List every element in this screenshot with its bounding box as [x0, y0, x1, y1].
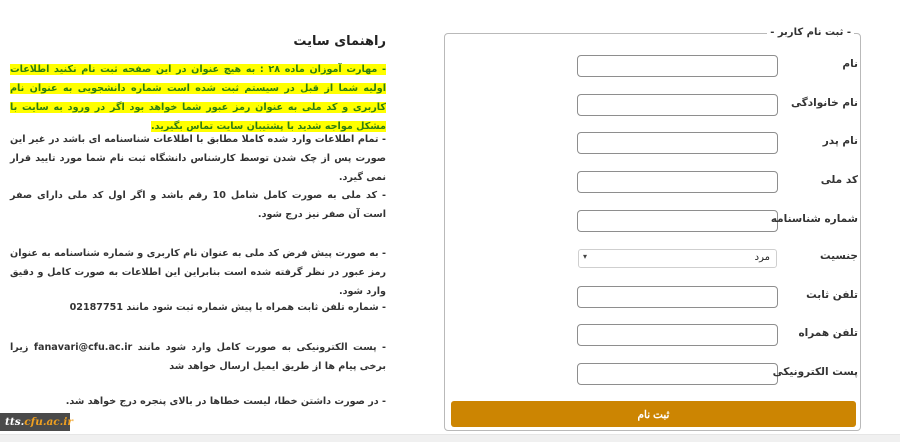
first-name-input[interactable]	[577, 55, 778, 77]
mobile-row	[445, 324, 862, 348]
chevron-down-icon: ▾	[583, 252, 588, 261]
guide-highlight-note	[10, 60, 386, 136]
gender-selected-value: مرد	[754, 252, 770, 263]
father-name-input[interactable]	[577, 132, 778, 154]
last-name-input[interactable]	[577, 94, 778, 116]
birth-certificate-row	[445, 210, 862, 234]
register-button[interactable]: ثبت نام	[451, 401, 856, 427]
national-code-label: کد ملی	[820, 174, 858, 186]
landline-input[interactable]	[577, 286, 778, 308]
last-name-label: نام خانوادگی	[791, 97, 858, 109]
last-name-row	[445, 94, 862, 118]
form-legend: - ثبت نام کاربر -	[767, 26, 854, 40]
user-registration-form	[444, 27, 861, 431]
first-name-label: نام	[842, 58, 858, 70]
father-name-row	[445, 132, 862, 156]
watermark-domain: cfu.ac.ir	[24, 416, 73, 428]
guide-paragraph: - به صورت پیش فرض کد ملی به عنوان نام کاربری و شماره شناسنامه به عنوان رمز عبور در نظر گرفته شده است بنابراین این اطلاعات به صورت کامل و دقیق وارد شود.	[10, 248, 386, 297]
watermark-prefix: tts.	[5, 416, 25, 428]
landline-row	[445, 286, 862, 310]
guide-title: راهنمای سایت	[293, 34, 386, 49]
birth-certificate-input[interactable]	[577, 210, 778, 232]
father-name-label: نام پدر	[822, 135, 858, 147]
landline-label: تلفن ثابت	[806, 289, 858, 301]
mobile-input[interactable]	[577, 324, 778, 346]
guide-paragraph: - تمام اطلاعات وارد شده کاملا مطابق با اطلاعات شناسنامه ای باشد در غیر این صورت پس از چک شدن توسط کارشناس دانشگاه ثبت نام شما مورد تایید قرار نمی گیرد.	[10, 134, 386, 183]
guide-paragraph: - در صورت داشتن خطا، لیست خطاها در بالای پنجره درج خواهد شد.	[65, 396, 386, 407]
first-name-row	[445, 55, 862, 79]
national-code-row	[445, 171, 862, 195]
email-row	[445, 363, 862, 387]
birth-certificate-label: شماره شناسنامه	[770, 213, 858, 225]
guide-paragraph: - پست الکترونیکی به صورت کامل وارد شود مانند fanavari@cfu.ac.ir زیرا برخی پیام ها از طریق ایمیل ارسال خواهد شد	[10, 342, 386, 372]
gender-row	[445, 247, 862, 271]
guide-paragraph: - شماره تلفن ثابت همراه با پیش شماره ثبت شود مانند 02187751	[69, 302, 386, 313]
site-watermark	[0, 413, 73, 431]
highlighted-text: - مهارت آموزان ماده ۲۸ : به هیچ عنوان در این صفحه ثبت نام نکنید اطلاعات اولیه شما از قبل در سیستم ثبت شده است شماره دانشجویی به عنوان نام کاربری و کد ملی به عنوان رمز عبور شما خواهد بود اگر در ورود به سایت با مشکل مواجه شدید با پشتیبان سایت تماس بگیرید.	[10, 64, 386, 132]
guide-paragraph: - کد ملی به صورت کامل شامل 10 رقم باشد و اگر اول کد ملی دارای صفر است آن صفر نیز درج شود.	[10, 190, 387, 220]
email-label: پست الکترونیکی	[772, 366, 858, 378]
gender-label: جنسیت	[820, 250, 858, 262]
email-input[interactable]	[577, 363, 778, 385]
national-code-input[interactable]	[577, 171, 778, 193]
mobile-label: تلفن همراه	[798, 327, 858, 339]
gender-select[interactable]	[578, 249, 777, 268]
